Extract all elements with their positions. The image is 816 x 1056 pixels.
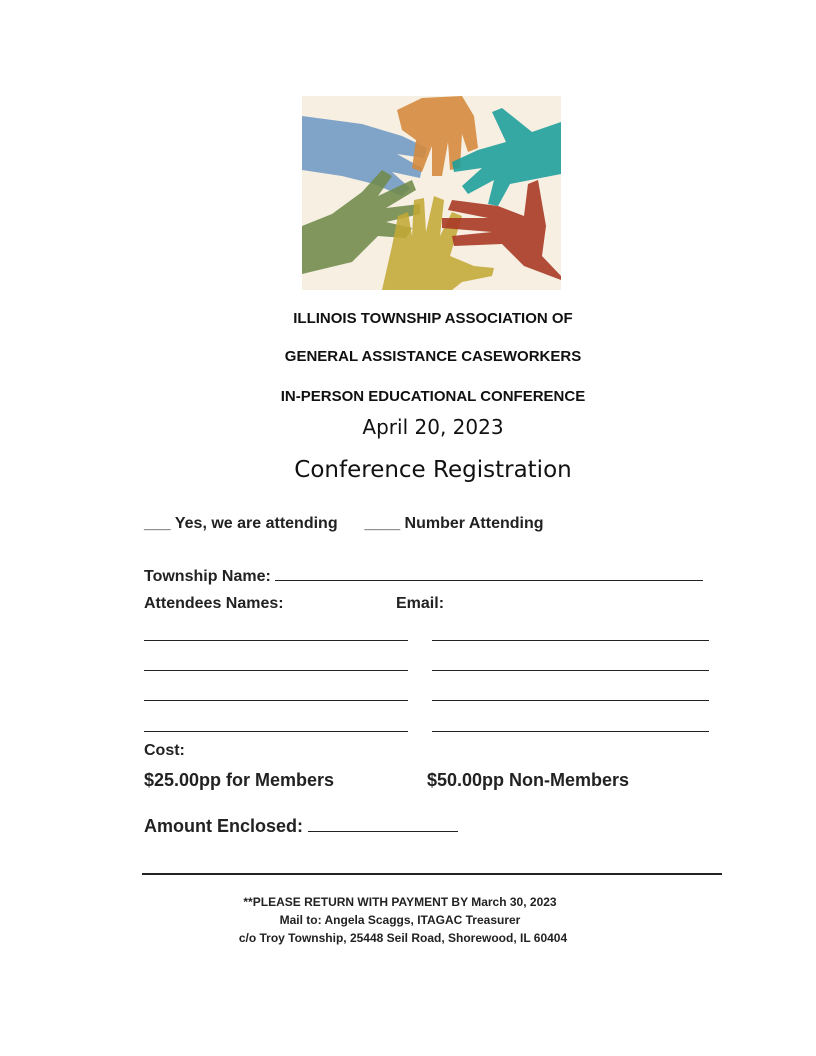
township-label: Township Name: (144, 568, 271, 585)
attendee-name-field[interactable] (144, 700, 408, 701)
amount-enclosed-field[interactable] (308, 818, 458, 832)
township-name-field[interactable] (275, 567, 703, 581)
hands-logo-image (302, 96, 561, 290)
email-label: Email: (396, 595, 445, 612)
attendance-row (144, 515, 544, 533)
hands-together-logo (302, 96, 561, 290)
township-row (144, 567, 703, 586)
amount-row (144, 816, 458, 837)
org-name-line-1: ILLINOIS TOWNSHIP ASSOCIATION OF (293, 310, 573, 327)
amount-label: Amount Enclosed: (144, 816, 304, 836)
number-attending-label: Number Attending (404, 515, 544, 532)
attendee-name-field[interactable] (144, 731, 408, 732)
attendee-email-field[interactable] (432, 731, 709, 732)
divider (142, 873, 722, 875)
page-title: Conference Registration (294, 457, 572, 483)
attendees-label: Attendees Names: (144, 595, 284, 612)
member-price: $25.00pp for Members (144, 770, 335, 790)
attending-checkbox-blank[interactable]: ___ (144, 515, 171, 532)
attendee-email-field[interactable] (432, 640, 709, 641)
attendee-name-field[interactable] (144, 640, 408, 641)
number-attending-blank[interactable]: ____ (364, 515, 401, 532)
cost-label: Cost: (144, 742, 185, 759)
conference-date: April 20, 2023 (362, 415, 504, 439)
mailing-address: c/o Troy Township, 25448 Seil Road, Shorewood, IL 60404 (238, 931, 568, 945)
nonmember-price: $50.00pp Non-Members (427, 770, 630, 790)
attendee-email-field[interactable] (432, 670, 709, 671)
attendee-name-field[interactable] (144, 670, 408, 671)
attendee-email-field[interactable] (432, 700, 709, 701)
return-notice: **PLEASE RETURN WITH PAYMENT BY March 30, 2023 (243, 895, 557, 909)
attending-label: Yes, we are attending (174, 515, 338, 532)
conference-type: IN-PERSON EDUCATIONAL CONFERENCE (280, 388, 586, 405)
org-name-line-2: GENERAL ASSISTANCE CASEWORKERS (284, 348, 582, 365)
mail-to: Mail to: Angela Scaggs, ITAGAC Treasurer (279, 913, 521, 927)
